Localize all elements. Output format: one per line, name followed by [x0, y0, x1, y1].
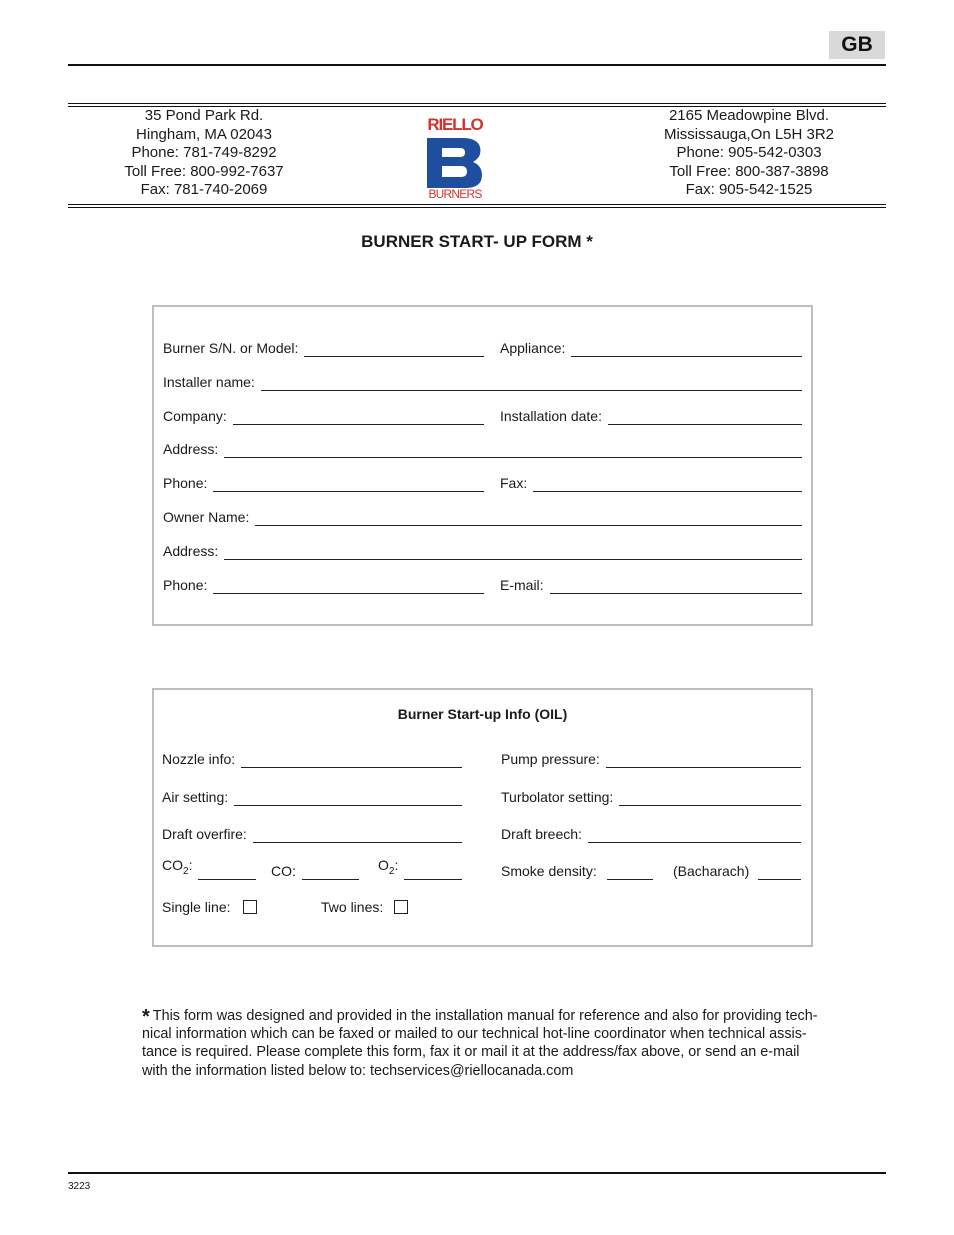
owner-phone-line[interactable] — [213, 579, 484, 594]
company-field[interactable] — [163, 405, 484, 425]
owner-name-line[interactable] — [255, 511, 802, 526]
language-tab: GB — [829, 31, 885, 59]
draft-overfire-label: Draft overfire: — [162, 826, 247, 842]
canada-address-city: Mississauga,On L5H 3R2 — [663, 125, 835, 143]
o2-label: $O_2$: — [378, 857, 399, 877]
installation-date-line[interactable] — [608, 410, 802, 425]
draft-overfire-line[interactable] — [253, 828, 462, 843]
draft-breech-line[interactable] — [588, 828, 801, 843]
footnote — [142, 1007, 832, 1080]
us-address-city: Hingham, MA 02043 — [136, 125, 272, 143]
form-title: BURNER START- UP FORM * — [361, 232, 593, 251]
footnote-asterisk: * — [142, 1006, 150, 1028]
smoke-density-label: Smoke density: — [501, 863, 597, 879]
o2-line[interactable] — [404, 865, 462, 880]
address-rule-bottom-1 — [68, 204, 886, 205]
installer-phone-line[interactable] — [213, 477, 484, 492]
installer-name-line[interactable] — [261, 376, 802, 391]
header-rule — [68, 64, 886, 66]
burner-sn-line[interactable] — [304, 342, 484, 357]
two-lines-option[interactable] — [321, 899, 408, 915]
bacharach-label: (Bacharach) — [673, 863, 750, 879]
installer-address-field[interactable] — [163, 438, 802, 458]
us-address-street: 35 Pond Park Rd. — [144, 107, 264, 124]
company-label: Company: — [163, 408, 227, 424]
us-address-phone: Phone: 781-749-8292 — [131, 144, 277, 162]
fax-field[interactable] — [500, 472, 802, 492]
canada-address-street: 2165 Meadowpine Blvd. — [668, 107, 830, 124]
burner-sn-field[interactable] — [163, 337, 484, 357]
canada-address-phone: Phone: 905-542-0303 — [676, 144, 822, 162]
owner-name-field[interactable] — [163, 506, 802, 526]
appliance-label: Appliance: — [500, 340, 566, 356]
installation-date-field[interactable] — [500, 405, 802, 425]
address-rule-top-1 — [68, 103, 886, 104]
smoke-density-field[interactable] — [501, 860, 653, 880]
draft-overfire-field[interactable] — [162, 823, 462, 843]
o2-field[interactable] — [378, 857, 462, 880]
logo-top-text: RIELLO — [427, 115, 483, 134]
fax-line[interactable] — [533, 477, 802, 492]
footnote-line-3: tance is required. Please complete this form, fax it or mail it at the address/fax above, or send an e-mail — [142, 1044, 800, 1061]
turbolator-setting-label: Turbolator setting: — [501, 789, 614, 805]
installer-address-line[interactable] — [224, 443, 802, 458]
smoke-density-line[interactable] — [607, 865, 653, 880]
installer-name-label: Installer name: — [163, 374, 255, 390]
footnote-line-4: with the information listed below to: techservices@riellocanada.com — [142, 1062, 574, 1079]
co-field[interactable] — [271, 860, 359, 880]
company-line[interactable] — [233, 410, 484, 425]
installer-name-field[interactable] — [163, 371, 802, 391]
installer-phone-label: Phone: — [163, 475, 208, 491]
co-label: CO: — [271, 863, 296, 879]
pump-pressure-line[interactable] — [606, 753, 801, 768]
owner-phone-field[interactable] — [163, 574, 484, 594]
owner-address-line[interactable] — [224, 545, 802, 560]
address-rule-bottom-2 — [68, 207, 886, 208]
single-line-option[interactable] — [162, 899, 257, 915]
canada-address-fax: Fax: 905-542-1525 — [685, 181, 813, 199]
co2-line[interactable] — [198, 865, 256, 880]
appliance-line[interactable] — [571, 342, 802, 357]
canada-address-tollfree: Toll Free: 800-387-3898 — [669, 162, 829, 180]
riello-logo — [420, 113, 490, 203]
canada-address — [614, 107, 884, 200]
air-setting-line[interactable] — [234, 791, 462, 806]
email-field[interactable] — [500, 574, 802, 594]
email-line[interactable] — [550, 579, 802, 594]
owner-name-label: Owner Name: — [163, 509, 250, 525]
installation-date-label: Installation date: — [500, 408, 602, 424]
draft-breech-label: Draft breech: — [501, 826, 582, 842]
us-address-tollfree: Toll Free: 800-992-7637 — [124, 162, 284, 180]
us-address-fax: Fax: 781-740-2069 — [140, 181, 268, 199]
owner-phone-label: Phone: — [163, 577, 208, 593]
appliance-field[interactable] — [500, 337, 802, 357]
pump-pressure-label: Pump pressure: — [501, 751, 600, 767]
installer-phone-field[interactable] — [163, 472, 484, 492]
footnote-line-2: nical information which can be faxed or mailed to our technical hot-line coordinator when technical assis- — [142, 1026, 807, 1043]
two-lines-checkbox[interactable] — [394, 900, 408, 914]
owner-address-label: Address: — [163, 543, 219, 559]
air-setting-field[interactable] — [162, 786, 462, 806]
single-line-label: Single line: — [162, 899, 231, 915]
us-address — [69, 107, 339, 200]
footnote-line-1: This form was designed and provided in the installation manual for reference and also for providing tech- — [152, 1008, 818, 1024]
logo-bottom-text: BURNERS — [428, 187, 482, 201]
nozzle-info-label: Nozzle info: — [162, 751, 236, 767]
bacharach-line[interactable] — [758, 865, 801, 880]
turbolator-setting-line[interactable] — [619, 791, 801, 806]
bacharach-field[interactable] — [673, 860, 801, 880]
email-label: E-mail: — [500, 577, 544, 593]
footer-rule — [68, 1172, 886, 1174]
co-line[interactable] — [302, 865, 359, 880]
fax-label: Fax: — [500, 475, 528, 491]
oil-startup-title: Burner Start-up Info (OIL) — [397, 706, 568, 722]
air-setting-label: Air setting: — [162, 789, 229, 805]
pump-pressure-field[interactable] — [501, 748, 801, 768]
burner-sn-label: Burner S/N. or Model: — [163, 340, 299, 356]
co2-label: $CO_2$: — [162, 857, 193, 877]
two-lines-label: Two lines: — [321, 899, 384, 915]
single-line-checkbox[interactable] — [243, 900, 257, 914]
document-number: 3223 — [68, 1181, 91, 1192]
nozzle-info-line[interactable] — [241, 753, 462, 768]
co2-field[interactable] — [162, 857, 256, 880]
nozzle-info-field[interactable] — [162, 748, 462, 768]
installer-address-label: Address: — [163, 441, 219, 457]
logo-b-mark — [427, 138, 482, 188]
draft-breech-field[interactable] — [501, 823, 801, 843]
turbolator-setting-field[interactable] — [501, 786, 801, 806]
owner-address-field[interactable] — [163, 540, 802, 560]
